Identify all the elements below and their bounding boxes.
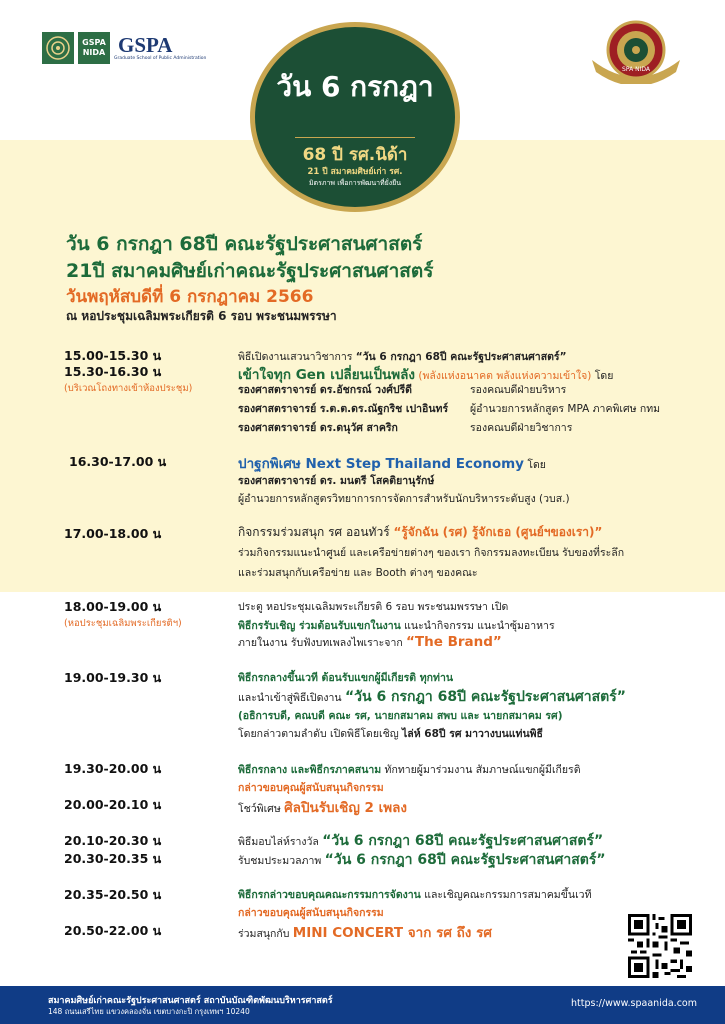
gspa-nida-box: GSPA NIDA bbox=[78, 32, 110, 64]
gspa-wordmark bbox=[114, 35, 206, 61]
time-slot: 18.00-19.00 น bbox=[64, 599, 162, 614]
speaker-name: รองศาสตราจารย์ ดร.อัชกรณ์ วงศ์ปรีดี bbox=[238, 384, 412, 396]
time-slot: 20.00-20.10 น bbox=[64, 797, 162, 812]
badge-title: วัน 6 กรกฎา bbox=[276, 70, 434, 103]
qr-code-icon[interactable] bbox=[628, 914, 692, 978]
nida-emblem-icon bbox=[42, 32, 74, 64]
activity-line: กิจกรรมร่วมสนุก รศ ออนทัวร์ “รู้จักฉัน (รศ) รู้จักเธอ (ศูนย์ฯของเรา)” bbox=[238, 525, 603, 539]
activity-line: ร่วมกิจกรรมแนะนำศูนย์ และเครือข่ายต่างๆ ของเรา กิจกรรมลงทะเบียน รับของที่ระลึก bbox=[238, 547, 625, 559]
activity-line: และร่วมสนุกกับเครือข่าย และ Booth ต่างๆ ของคณะ bbox=[238, 567, 478, 579]
activity-line: พิธีกรกลางขึ้นเวที ต้อนรับแขกผู้มีเกียรติ ทุกท่าน bbox=[238, 672, 454, 684]
footer-bar bbox=[0, 986, 725, 1024]
time-slot: 16.30-17.00 น bbox=[69, 454, 167, 469]
activity-line: พิธีกรรับเชิญ ร่วมต้อนรับแขกในงาน แนะนำกิจกรรม แนะนำซุ้มอาหาร bbox=[238, 620, 555, 632]
time-slot: 17.00-18.00 น bbox=[64, 526, 162, 541]
location-note: (หอประชุมเฉลิมพระเกียรติฯ) bbox=[64, 618, 182, 629]
activity-line: ร่วมสนุกกับ MINI CONCERT จาก รศ ถึง รศ bbox=[238, 925, 492, 941]
seal-text: SPA NIDA bbox=[622, 66, 650, 73]
time-slot: 20.30-20.35 น bbox=[64, 851, 162, 866]
badge-divider bbox=[295, 137, 415, 138]
time-slot: 20.50-22.00 น bbox=[64, 923, 162, 938]
main-title: วัน 6 กรกฎา 68ปี คณะรัฐประศาสนศาสตร์ bbox=[66, 233, 423, 255]
speaker-role: ผู้อำนวยการหลักสูตรวิทยาการการจัดการสำหรับนักบริหารระดับสูง (วบส.) bbox=[238, 493, 570, 505]
badge-anniversary: 68 ปี รศ.นิด้า bbox=[302, 145, 408, 165]
time-slot: 19.30-20.00 น bbox=[64, 761, 162, 776]
spa-nida-seal bbox=[588, 20, 684, 84]
activity-line: โดยกล่าวตามลำดับ เปิดพิธีโดยเชิญ ไล่ห์ 68ปี รศ มาวางบนแท่นพิธี bbox=[238, 728, 543, 740]
speaker-role: รองคณบดีฝ่ายบริหาร bbox=[470, 384, 567, 396]
activity-line: ปาฐกพิเศษ Next Step Thailand Economy โดย bbox=[238, 456, 546, 472]
activity-line: พิธีกรกล่าวขอบคุณคณะกรรมการจัดงาน และเชิญคณะกรรมการสมาคมขึ้นเวที bbox=[238, 889, 592, 901]
activity-line: พิธีเปิดงานเสวนาวิชาการ “วัน 6 กรกฎา 68ปี คณะรัฐประศาสนศาสตร์” bbox=[238, 351, 567, 363]
speaker-role: ผู้อำนวยการหลักสูตร MPA ภาคพิเศษ กทม bbox=[470, 403, 661, 415]
speaker-role: รองคณบดีฝ่ายวิชาการ bbox=[470, 422, 573, 434]
activity-line: กล่าวขอบคุณผู้สนับสนุนกิจกรรม bbox=[238, 907, 384, 919]
activity-line: รับชมประมวลภาพ “วัน 6 กรกฎา 68ปี คณะรัฐประศาสนศาสตร์” bbox=[238, 852, 606, 868]
footer-url-link[interactable]: https://www.spaanida.com bbox=[571, 998, 697, 1009]
footer-org: สมาคมศิษย์เก่าคณะรัฐประศาสนศาสตร์ สถาบันบัณฑิตพัฒนบริหารศาสตร์ bbox=[48, 996, 333, 1006]
speaker-name: รองศาสตราจารย์ ดร.ดนุวัศ สาคริก bbox=[238, 422, 398, 434]
badge-alumni: 21 ปี สมาคมศิษย์เก่า รศ. bbox=[307, 167, 403, 177]
time-slot: 15.30-16.30 น bbox=[64, 364, 162, 379]
gspa-logo bbox=[42, 32, 206, 64]
activity-line: พิธีกรกลาง และพิธีกรภาคสนาม ทักทายผู้มาร่วมงาน สัมภาษณ์แขกผู้มีเกียรติ bbox=[238, 764, 581, 776]
activity-line: ประตู หอประชุมเฉลิมพระเกียรติ 6 รอบ พระชนมพรรษา เปิด bbox=[238, 601, 509, 613]
speaker-name: รองศาสตราจารย์ ดร. มนตรี โสคติยานุรักษ์ bbox=[238, 475, 435, 487]
activity-line: (อธิการบดี, คณบดี คณะ รศ, นายกสมาคม สพบ และ นายกสมาคม รศ) bbox=[238, 710, 563, 722]
activity-line: โชว์พิเศษ ศิลปินรับเชิญ 2 เพลง bbox=[238, 800, 408, 816]
footer-address: 148 ถนนเสรีไทย แขวงคลองจั่น เขตบางกะปิ กรุงเทพฯ 10240 bbox=[48, 1007, 250, 1016]
activity-line: ภายในงาน รับฟังบทเพลงไพเราะจาก “The Brand” bbox=[238, 634, 502, 650]
time-slot: 19.00-19.30 น bbox=[64, 670, 162, 685]
badge-slogan: มิตรภาพ เพื่อการพัฒนาที่ยั่งยืน bbox=[308, 179, 402, 187]
speaker-name: รองศาสตราจารย์ ร.ต.ต.ดร.ณัฐกริช เปาอินทร์ bbox=[238, 403, 449, 415]
gspa-word: GSPA bbox=[118, 33, 173, 57]
event-date: วันพฤหัสบดีที่ 6 กรกฎาคม 2566 bbox=[66, 287, 314, 307]
activity-line: และนำเข้าสู่พิธีเปิดงาน “วัน 6 กรกฎา 68ปี คณะรัฐประศาสนศาสตร์” bbox=[238, 689, 626, 705]
activity-line: กล่าวขอบคุณผู้สนับสนุนกิจกรรม bbox=[238, 782, 384, 794]
sub-title: 21ปี สมาคมศิษย์เก่าคณะรัฐประศาสนศาสตร์ bbox=[66, 260, 434, 282]
time-slot: 20.10-20.30 น bbox=[64, 833, 162, 848]
event-badge bbox=[250, 22, 460, 212]
event-venue: ณ หอประชุมเฉลิมพระเกียรติ 6 รอบ พระชนมพรรษา bbox=[66, 309, 337, 323]
time-slot: 15.00-15.30 น bbox=[64, 348, 162, 363]
location-note: (บริเวณโถงทางเข้าห้องประชุม) bbox=[64, 383, 193, 394]
gspa-subtitle: Graduate School of Public Administration bbox=[114, 56, 207, 61]
activity-line: พิธีมอบไล่ห์รางวัล “วัน 6 กรกฎา 68ปี คณะรัฐประศาสนศาสตร์” bbox=[238, 833, 604, 849]
time-slot: 20.35-20.50 น bbox=[64, 887, 162, 902]
activity-line: เข้าใจทุก Gen เปลี่ยนเป็นพลัง (พลังแห่งอนาคต พลังแห่งความเข้าใจ) โดย bbox=[238, 367, 614, 383]
